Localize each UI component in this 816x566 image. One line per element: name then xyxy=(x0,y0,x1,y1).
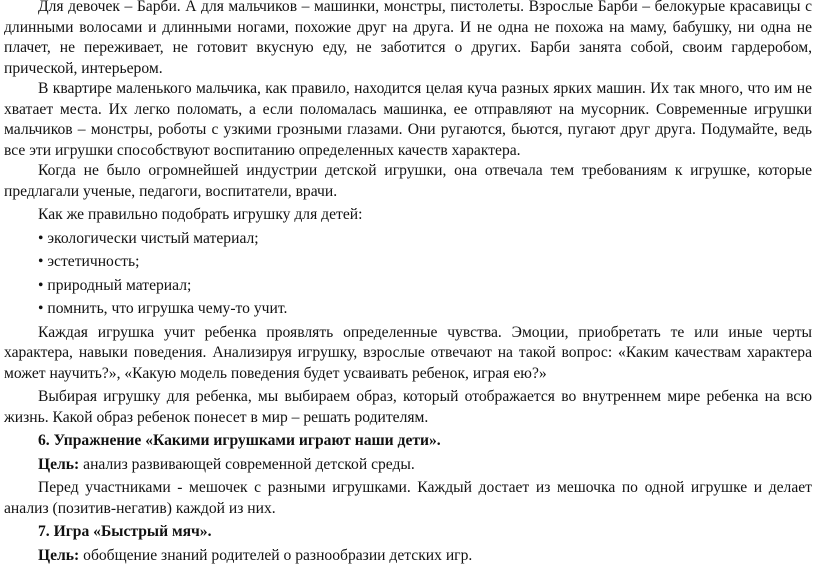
paragraph-barbie: Для девочек – Барби. А для мальчиков – машинки, монстры, пистолеты. Взрослые Барби – белокурые красавицы с длинными волосами и длинными ногами, похожие друг на друга. И не одна не похожа на маму, бабушку, ни одна не плачет, не переживает, не готовит вкусную еду, не заботится о других. Барби занята собой, своим гардеробом, прической, интерьером. xyxy=(4,0,812,79)
list-item: • природный материал; xyxy=(4,276,812,297)
goal-text: обобщение знаний родителей о разнообразии детских игр. xyxy=(79,547,472,564)
exercise-7-title: 7. Игра «Быстрый мяч». xyxy=(38,523,212,540)
goal-label: Цель: xyxy=(38,547,79,564)
exercise-7-heading xyxy=(4,522,812,543)
exercise-6-title: 6. Упражнение «Какими игрушками играют наши дети». xyxy=(38,432,441,449)
exercise-7-goal xyxy=(4,546,812,566)
paragraph-boys-toys: В квартире маленького мальчика, как правило, находится целая куча разных ярких машин. Их так много, что им не хватает места. Их легко поломать, а если поломалась машинка, ее отправляют на мусорник. Современные игрушки мальчиков – монстры, роботы с узкими грозными глазами. Они ругаются, бьются, пугают друг друга. Подумайте, ведь все эти игрушки способствуют воспитанию определенных качеств характера. xyxy=(4,79,812,161)
criteria-list xyxy=(4,229,812,320)
exercise-6-heading xyxy=(4,431,812,452)
paragraph-how-to-choose: Как же правильно подобрать игрушку для детей: xyxy=(4,205,812,226)
exercise-6-body: Перед участниками - мешочек с разными игрушками. Каждый достает из мешочка по одной игрушке и делает анализ (позитив-негатив) каждой из них. xyxy=(4,478,812,519)
paragraph-image: Выбирая игрушку для ребенка, мы выбираем образ, который отображается во внутреннем мире ребенка на всю жизнь. Какой образ ребенок понесет в мир – решать родителям. xyxy=(4,387,812,428)
list-item: • помнить, что игрушка чему-то учит. xyxy=(4,299,812,320)
goal-text: анализ развивающей современной детской среды. xyxy=(79,456,415,473)
paragraph-industry: Когда не было огромнейшей индустрии детской игрушки, она отвечала тем требованиям к игрушке, которые предлагали ученые, педагоги, воспитатели, врачи. xyxy=(4,161,812,202)
goal-label: Цель: xyxy=(38,456,79,473)
list-item: • эстетичность; xyxy=(4,252,812,273)
exercise-6-goal xyxy=(4,455,812,476)
list-item: • экологически чистый материал; xyxy=(4,229,812,250)
paragraph-feelings: Каждая игрушка учит ребенка проявлять определенные чувства. Эмоции, приобретать те или иные черты характера, навыки поведения. Анализируя игрушку, взрослые отвечают на такой вопрос: «Каким качествам характера может научить?», «Какую модель поведения будет усваивать ребенок, играя ею?» xyxy=(4,323,812,385)
